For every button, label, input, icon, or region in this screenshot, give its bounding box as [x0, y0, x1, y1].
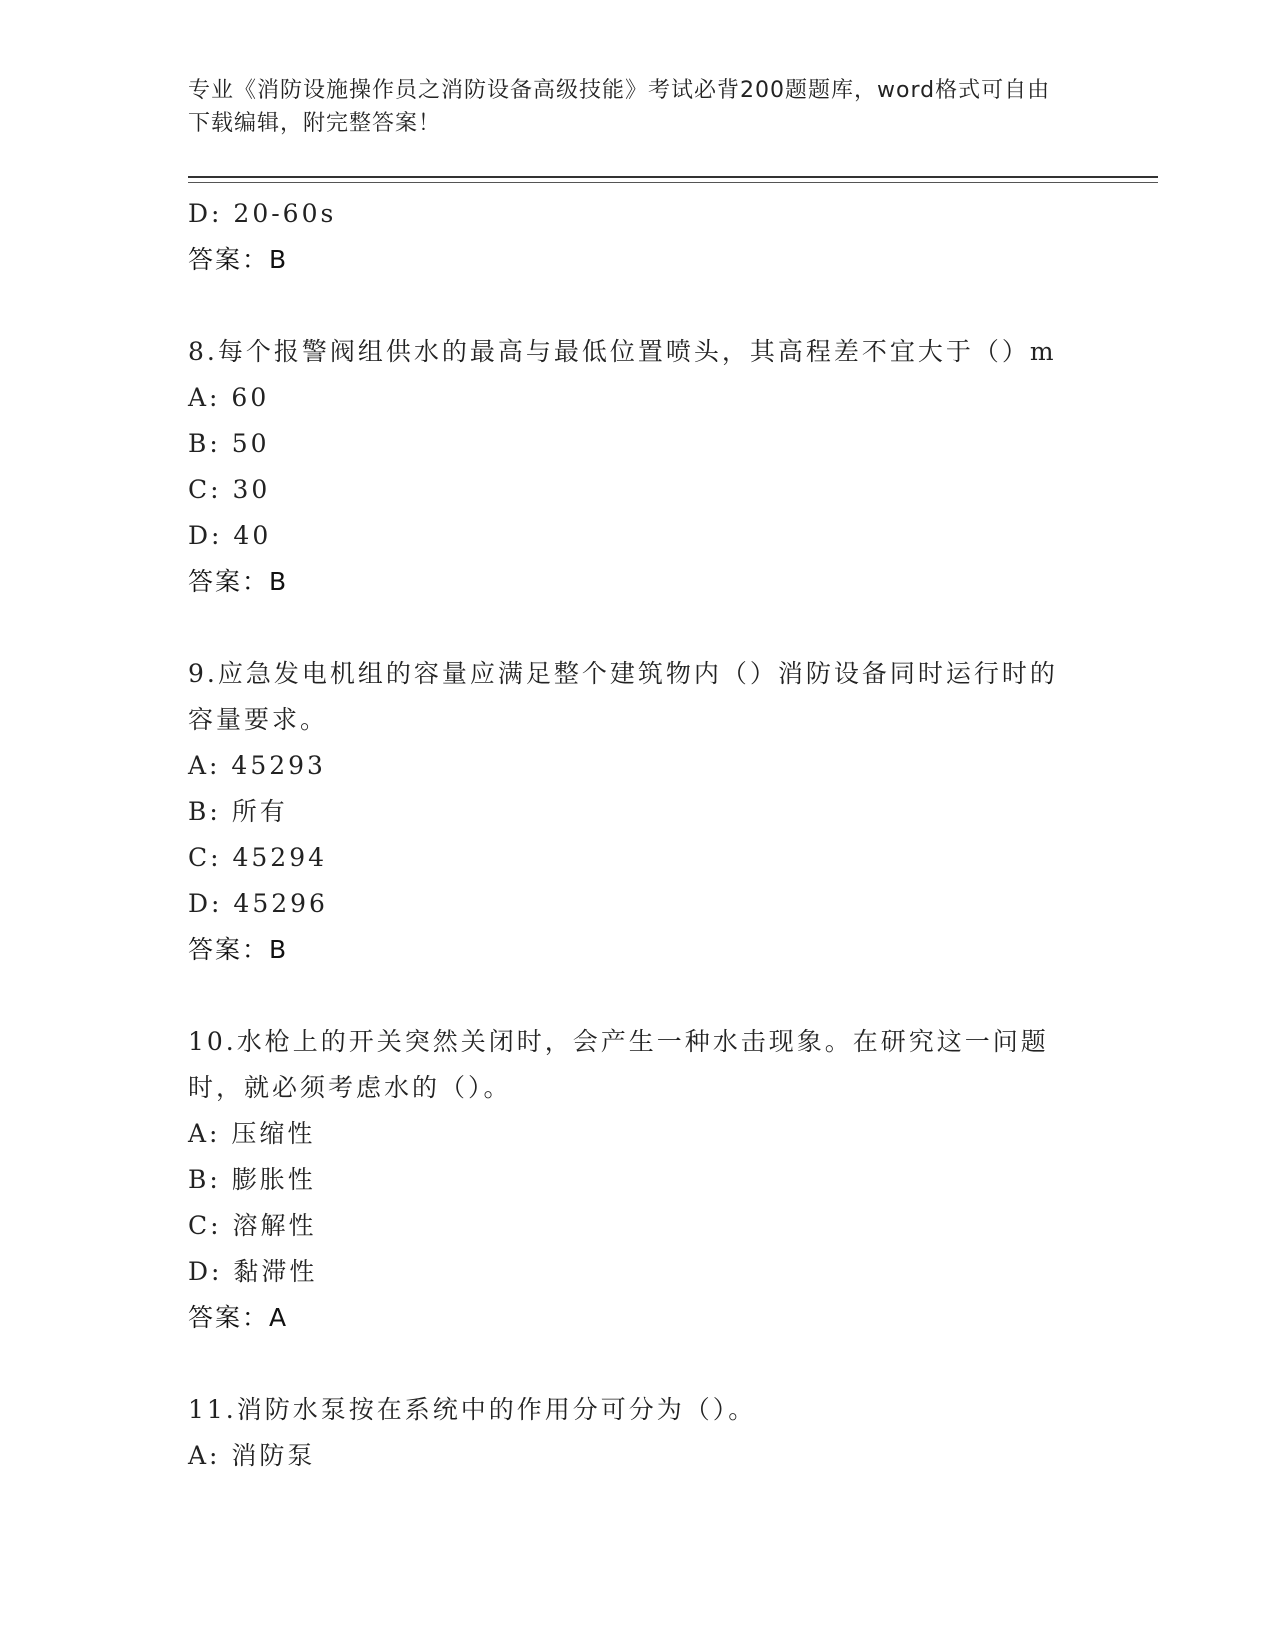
header-divider-thin	[188, 182, 1158, 183]
option-a: A: 45293	[188, 751, 326, 780]
question-9	[188, 651, 1088, 973]
answer: 答案：B	[188, 567, 289, 596]
question-stem: 9.应急发电机组的容量应满足整个建筑物内（）消防设备同时运行时的容量要求。	[188, 659, 1058, 734]
option-a: A: 60	[188, 383, 270, 412]
question-stem: 10.水枪上的开关突然关闭时，会产生一种水击现象。在研究这一问题时，就必须考虑水的（）。	[188, 1027, 1049, 1102]
spacer	[188, 1341, 1088, 1387]
question-8	[188, 329, 1088, 605]
spacer	[188, 973, 1088, 1019]
option-d: D: 45296	[188, 889, 328, 918]
prev-option-d: D: 20-60s	[188, 199, 337, 228]
option-c: C: 30	[188, 475, 271, 504]
option-b: B: 所有	[188, 797, 288, 826]
question-list	[188, 191, 1088, 1479]
option-d: D: 黏滞性	[188, 1257, 318, 1286]
answer: 答案：B	[188, 935, 289, 964]
spacer	[188, 605, 1088, 651]
question-stem: 8.每个报警阀组供水的最高与最低位置喷头，其高程差不宜大于（）m	[188, 337, 1057, 366]
option-a: A: 压缩性	[188, 1119, 316, 1148]
question-stem: 11.消防水泵按在系统中的作用分可分为（）。	[188, 1395, 757, 1424]
header-divider	[188, 176, 1158, 178]
option-c: C: 溶解性	[188, 1211, 317, 1240]
option-b: B: 50	[188, 429, 270, 458]
question-10	[188, 1019, 1088, 1341]
option-a: A: 消防泵	[188, 1441, 316, 1470]
option-d: D: 40	[188, 521, 272, 550]
prev-answer: 答案：B	[188, 245, 289, 274]
option-b: B: 膨胀性	[188, 1165, 316, 1194]
page-header: 专业《消防设施操作员之消防设备高级技能》考试必背200题题库，word格式可自由下载编辑，附完整答案！	[188, 78, 1051, 136]
question-11	[188, 1387, 1088, 1479]
option-c: C: 45294	[188, 843, 328, 872]
spacer	[188, 283, 1088, 329]
answer: 答案：A	[188, 1303, 289, 1332]
